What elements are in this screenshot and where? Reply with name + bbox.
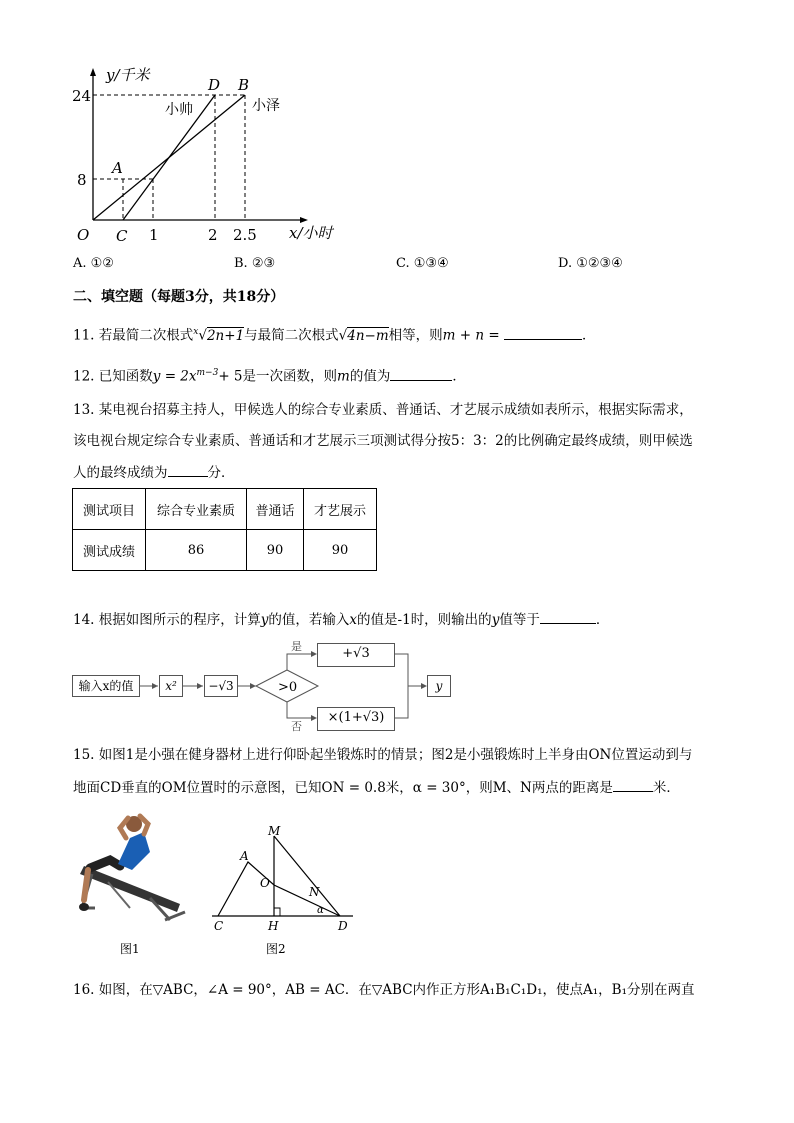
score-table	[72, 488, 377, 571]
flow-output-box: y	[427, 675, 451, 697]
question-13-line2: 该电视台规定综合专业素质、普通话和才艺展示三项测试得分按5：3：2的比例确定最终成绩，则甲候选	[73, 433, 693, 449]
tick-8: 8	[77, 171, 87, 189]
flow-minus-box: −√3	[204, 675, 238, 697]
point-B: B	[238, 76, 250, 94]
point-A: A	[112, 159, 123, 177]
label-H: H	[268, 919, 279, 933]
tick-2-5: 2.5	[233, 226, 257, 244]
label-xiaoshuai: 小帅	[165, 102, 193, 118]
y-axis-label: y/千米	[106, 66, 150, 84]
label-O: O	[260, 876, 270, 890]
option-c: C. ①③④	[396, 256, 449, 271]
label-M: M	[268, 824, 281, 838]
condition-label: >0	[278, 680, 298, 695]
caption-figure-1: 图1	[120, 942, 140, 956]
question-13-line1: 13. 某电视台招募主持人，甲候选人的综合专业素质、普通话、才艺展示成绩如表所示，根据实际需求，	[73, 402, 693, 418]
label-A: A	[240, 849, 249, 863]
distance-time-graph	[60, 60, 360, 250]
flow-input-box: 输入x的值	[72, 675, 140, 697]
yes-label: 是	[291, 640, 302, 653]
tick-1: 1	[149, 226, 159, 244]
question-11: 11. 若最简二次根式$^x$√2n+1与最简二次根式√4n−m相等，则m + n = ．	[73, 322, 595, 346]
label-D: D	[338, 919, 348, 933]
no-label: 否	[291, 720, 302, 733]
table-header-row: 测试项目 综合专业素质 普通话 才艺展示	[73, 489, 377, 530]
table-row: 测试成绩 86 90 90	[73, 530, 377, 571]
x-axis-label: x/小时	[289, 224, 333, 242]
situp-illustration	[70, 808, 190, 933]
option-b: B. ②③	[234, 256, 276, 271]
label-N: N	[309, 885, 320, 899]
label-alpha: α	[317, 905, 324, 916]
question-15-line2: 地面CD垂直的OM位置时的示意图，已知ON = 0.8米，α = 30°，则M、N两点的距离是 米．	[73, 777, 680, 798]
question-12: 12. 已知函数$y = 2x^{m-3}+ 5$是一次函数，则m的值为 ．	[73, 363, 466, 387]
point-C: C	[116, 227, 128, 245]
flow-plus-box: +√3	[317, 643, 395, 667]
tick-2: 2	[208, 226, 218, 244]
option-a: A. ①②	[73, 256, 114, 271]
label-C: C	[214, 919, 224, 933]
option-d: D. ①②③④	[558, 256, 623, 271]
caption-figure-2: 图2	[266, 942, 286, 956]
tick-24: 24	[72, 87, 92, 105]
question-15-line1: 15. 如图1是小强在健身器材上进行仰卧起坐锻炼时的情景；图2是小强锻炼时上半身由ON位置运动到与	[73, 747, 693, 763]
flow-square-box: x²	[159, 675, 183, 697]
question-14: 14. 根据如图所示的程序，计算y的值，若输入x的值是-1时，则输出的y值等于 ．	[73, 609, 609, 630]
question-13-line3: 人的最终成绩为 分．	[73, 462, 235, 483]
point-O: O	[77, 226, 90, 244]
flow-times-box: ×(1+√3)	[317, 707, 395, 731]
question-16: 16. 如图，在▽ABC，∠A = 90°，AB = AC．在▽ABC内作正方形A₁B₁C₁D₁，使点A₁，B₁分别在两直	[73, 982, 695, 998]
section-title: 二、填空题（每题3分，共18分）	[73, 289, 285, 305]
point-D: D	[208, 76, 221, 94]
figure-2-diagram	[210, 820, 360, 938]
label-xiaoze: 小泽	[252, 98, 280, 114]
